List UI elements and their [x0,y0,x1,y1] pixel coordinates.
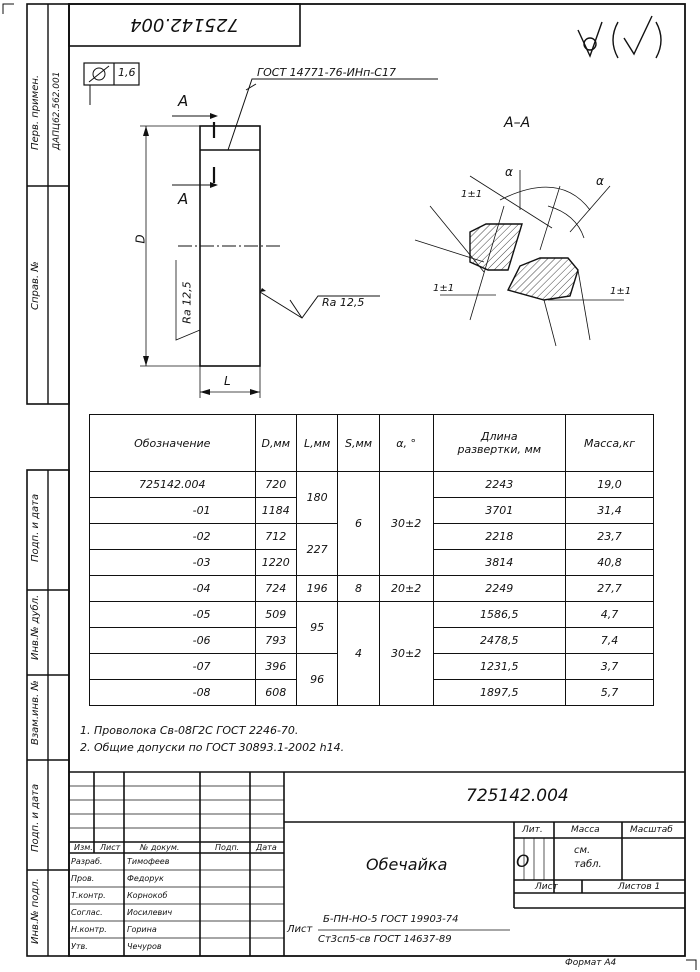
header-oboz: Обозначение [90,415,256,472]
table-row: -02 712 227 2218 23,7 [90,524,654,550]
doc-number-top: 725142.004 [130,14,239,35]
strip-podp-data-1: Подп. и дата [30,493,41,562]
tb-role: Пров. [71,874,95,883]
tb-col-podp: Подп. [215,843,240,852]
header-S: S,мм [338,415,379,472]
tb-material-label: Лист [287,924,313,935]
strip-perv-primen: Перв. примен. [30,74,41,150]
header-dev: Длина развертки, мм [433,415,565,472]
strip-perv-primen-value: ДАПЦ62.562.001 [52,71,62,150]
note-2: 2. Общие допуски по ГОСТ 30893.1-2002 h14. [80,741,345,754]
roughness-left: Ra 12,5 [180,281,194,324]
tb-lit-value: О [516,852,530,872]
tb-role: Утв. [71,942,88,951]
table-row: 725142.004 720 180 6 30±2 2243 19,0 [90,472,654,498]
tb-role: Н.контр. [71,925,107,934]
strip-podp-data-2: Подп. и дата [30,783,41,852]
note-1: 1. Проволока Св-08Г2С ГОСТ 2246-70. [80,724,299,737]
tb-role: Т.контр. [71,891,106,900]
roughness-right: Ra 12,5 [322,296,365,309]
table-row: -07 396 96 1231,5 3,7 [90,654,654,680]
tb-list-label: Лист [535,882,558,892]
table-row: -08 608 1897,5 5,7 [90,680,654,706]
tb-lit-header: Лит. [522,825,543,835]
tb-role: Разраб. [71,857,103,866]
tb-col-data: Дата [256,843,277,852]
tb-doc-number: 725142.004 [466,786,569,806]
tb-role: Соглас. [71,908,103,917]
tb-person: Чечуров [127,942,162,951]
cut-letter-top: A [178,92,189,110]
table-row: -03 1220 3814 40,8 [90,550,654,576]
tb-person: Тимофеев [127,857,170,866]
tb-massa-value: см. табл. [574,845,602,870]
header-D: D,мм [255,415,296,472]
format-label: Формат А4 [565,958,617,968]
alpha-1: α [505,165,513,179]
tb-masshtab-header: Масштаб [630,825,673,835]
tb-name: Обечайка [366,855,448,874]
dim-1b: 1±1 [433,283,455,294]
tb-col-list: Лист [100,843,121,852]
strip-inv-podl: Инв.№ подл. [30,878,41,944]
tb-person: Федорук [127,874,164,883]
tb-person: Иосилевич [127,908,173,917]
table-row: -01 1184 3701 31,4 [90,498,654,524]
weld-note: ГОСТ 14771-76-ИНп-С17 [257,66,396,79]
strip-inv-dubl: Инв.№ дубл. [30,594,41,660]
tb-material-line2: Ст3сп5-св ГОСТ 14637-89 [318,934,452,945]
section-label: A–A [504,115,531,131]
tb-person: Горина [127,925,157,934]
strip-sprav: Справ. № [30,261,41,310]
header-L: L,мм [296,415,337,472]
tb-col-ndokum: № докум. [140,843,180,852]
tb-person: Корнокоб [127,891,168,900]
tb-col-izm: Изм. [74,843,93,852]
header-mass: Масса,кг [566,415,654,472]
table-row: -06 793 2478,5 7,4 [90,628,654,654]
spec-table [89,414,654,706]
flatness-value: 1,6 [118,66,136,79]
dim-1c: 1±1 [610,286,632,297]
alpha-2: α [596,174,604,188]
dim-L: L [224,374,231,388]
header-alpha: α, ° [379,415,433,472]
dim-D: D [133,234,148,244]
tb-material-line1: Б-ПН-НО-5 ГОСТ 19903-74 [323,914,459,925]
dim-1a: 1±1 [461,189,483,200]
cut-letter-bottom: A [178,190,189,208]
table-row: -04 724 196 8 20±2 2249 27,7 [90,576,654,602]
strip-vzam-inv: Взам.инв. № [30,680,41,745]
table-row: -05 509 95 4 30±2 1586,5 4,7 [90,602,654,628]
tb-listov-label: Листов 1 [618,882,661,892]
tb-massa-header: Масса [571,825,600,835]
